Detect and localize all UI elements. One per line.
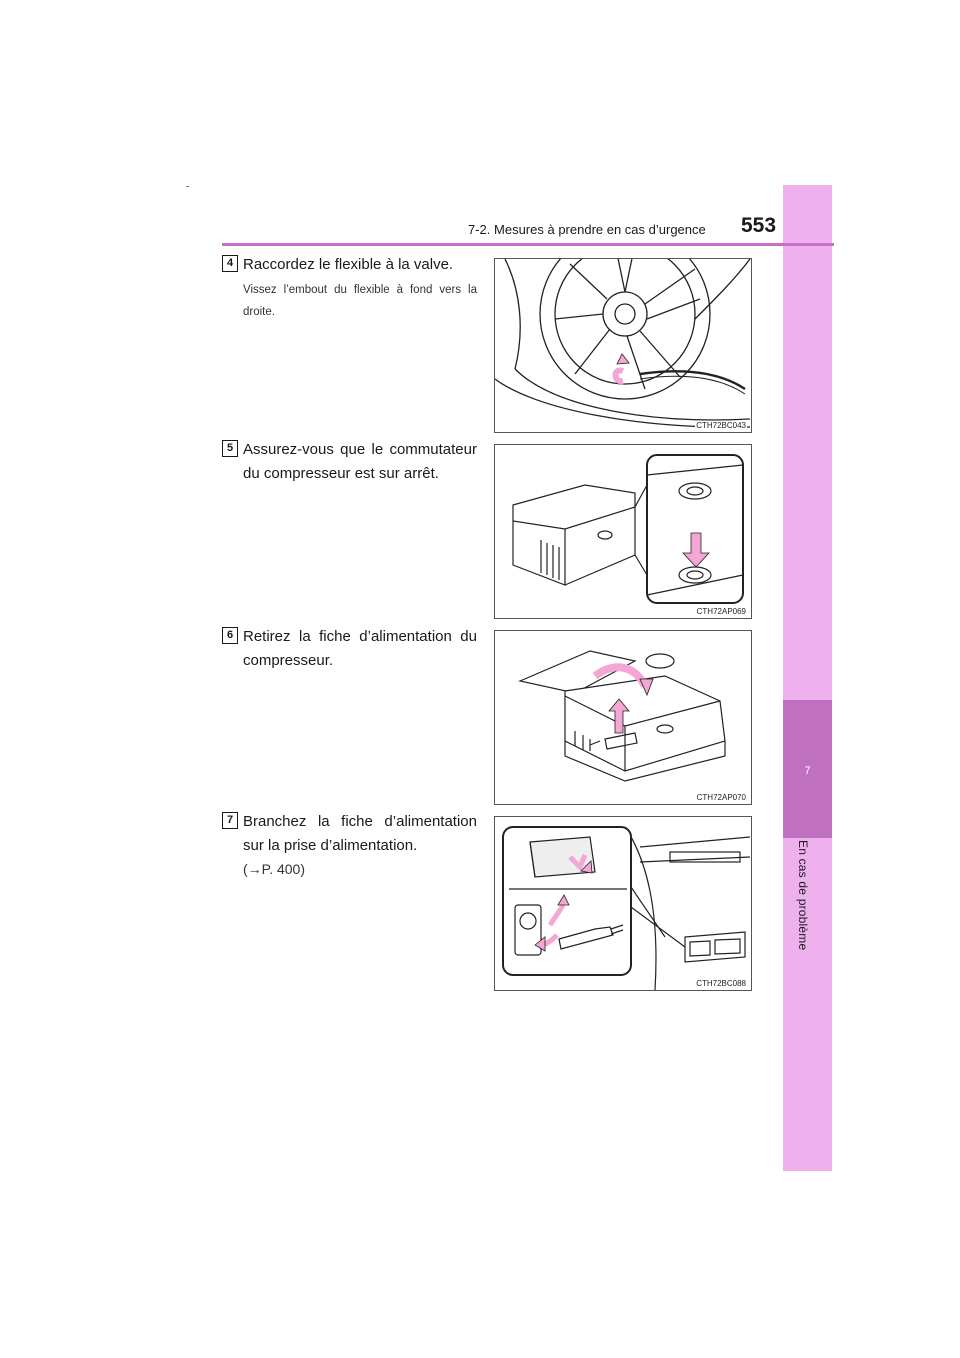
figure-compressor-switch [494, 444, 752, 619]
step-title: Assurez-vous que le commutateur du compresseur est sur arrêt. [243, 441, 477, 482]
page-number: 553 [741, 214, 777, 237]
figure-code: CTH72BC088 [696, 979, 746, 988]
figure-tire-valve-hose [494, 258, 752, 433]
crop-mark [186, 186, 189, 187]
header-rule [222, 243, 834, 246]
step-number-badge: 6 [222, 627, 238, 644]
figure-code: CTH72AP070 [696, 793, 746, 802]
figure-power-outlet [494, 816, 752, 991]
figure-code: CTH72AP069 [696, 607, 746, 616]
chapter-side-tab [783, 185, 832, 1171]
figure-power-plug-removal [494, 630, 752, 805]
chapter-title: En cas de problème [796, 840, 810, 951]
step-title: Raccordez le flexible à la valve. [243, 256, 454, 273]
step-title: Retirez la fiche d’alimentation du compresseur. [243, 628, 477, 669]
step-number-badge: 7 [222, 812, 238, 829]
chapter-number: 7 [804, 765, 811, 777]
section-title: 7-2. Mesures à prendre en cas d’urgence [468, 222, 706, 237]
step-number-badge: 5 [222, 440, 238, 457]
step-number-badge: 4 [222, 255, 238, 272]
page-reference: (→P. 400) [243, 861, 305, 877]
figure-code: CTH72BC043 [696, 421, 746, 430]
step-description: Vissez l’embout du flexible à fond vers la droite. [243, 284, 477, 318]
step-title: Branchez la fiche d’alimentation sur la prise d’alimentation. [243, 813, 477, 854]
